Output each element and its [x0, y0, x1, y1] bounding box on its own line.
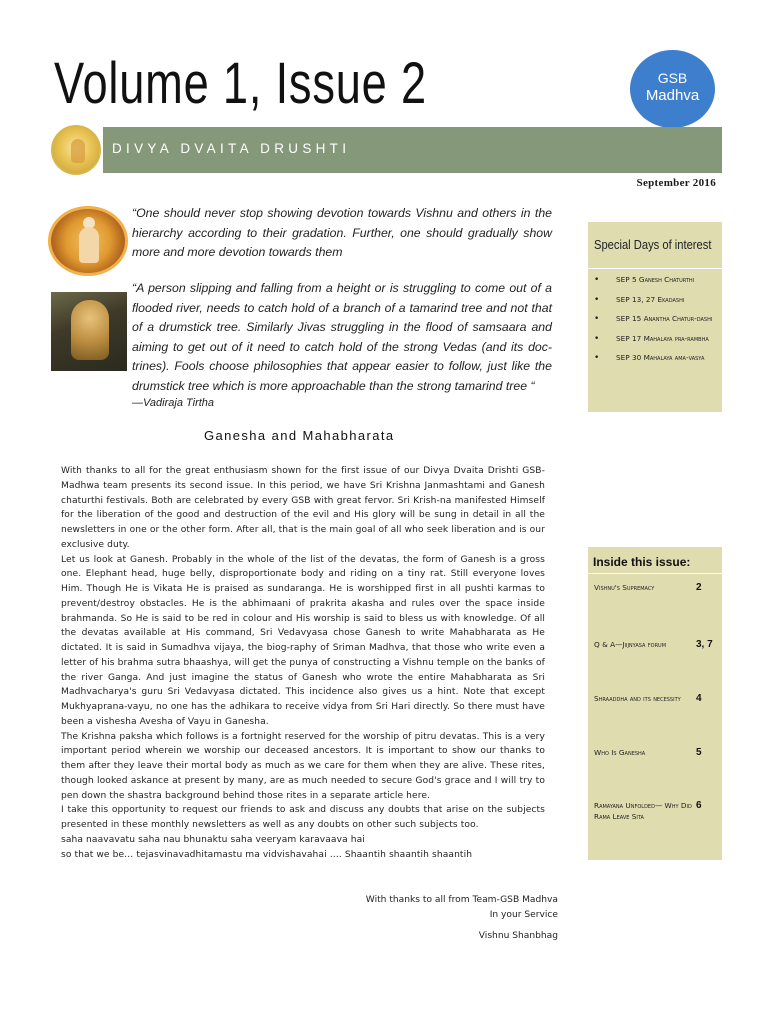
list-item: • SEP 13, 27 Ekadashi: [594, 294, 685, 305]
quote-tamarind: “A person slipping and falling from a height or is struggling to come out of a flooded river, needs to catch hold of a branch of a tamarind tree and not that of a drumstick tree. Similarly Jivas struggling in the flood of samsaara and aiming to get out of it need to catch hold of the strong Vedas (and its doc-trines). Fools choose philosophies that appear easier to follow, just like the drumstick tree which is more approachable than the strong tamarind tree “: [132, 281, 552, 393]
toc-page: 2: [696, 582, 702, 593]
list-item: • SEP 17 Mahalaya pra-rambha: [594, 333, 709, 344]
mantra-line: so that we be… tejasvinavadhitamastu ma vidvishavahai …. Shaantih shaantih shaantih: [61, 849, 473, 860]
toc-page: 6: [696, 800, 702, 811]
bullet-icon: •: [594, 353, 600, 363]
quote-devotion: “One should never stop showing devotion towards Vishnu and others in the hierarchy according to their gradation. Further, one should gradually show more and more devotion towards them: [132, 206, 552, 260]
list-item: • SEP 5 Ganesh Chaturthi: [594, 275, 695, 285]
inside-issue-sidebar: [588, 547, 722, 860]
special-days-sidebar: [588, 222, 722, 412]
article-paragraph: With thanks to all for the great enthusiasm shown for the first issue of our Divya Dvaita Drishti GSB-Madhwa team presents its second issue. In this period, we have Sri Krishna Janmashtami and Ganesh chaturthi festivals. Both are celebrated by every GSB with great fervor. Sri Krish-na manifested Himself for the liberation of the good and destruction of the evil and His glory will be sung in detail in all the newsletters in one or the other form. After all, that is the main goal of all who seek liberation and is our exclusive duty.: [61, 466, 545, 550]
bullet-icon: •: [594, 294, 600, 305]
divider: [588, 268, 722, 269]
masthead-title: DIVYA DVAITA DRUSHTI: [112, 141, 351, 156]
list-item: • SEP 15 Anantha Chatur-dashi: [594, 314, 713, 324]
toc-title: Ramayana Unfolded— Why Did Rama Leave Sita: [594, 801, 692, 821]
article-title: Ganesha and Mahabharata: [204, 428, 395, 443]
toc-page: 4: [696, 693, 702, 704]
article-paragraph: I take this opportunity to request our friends to ask and discuss any doubts that arise on the subjects presented in these monthly newsletters as well as any doubts on other such subjects too.: [61, 805, 545, 830]
toc-title: Shraaddha and its necessity: [594, 694, 681, 703]
article-paragraph: Let us look at Ganesh. Probably in the whole of the list of the devatas, the form of Ganesh is a gross one. Elephant head, huge belly, disproportionate body and riding on a tiny rat. Still everyone loves Him. Though He is Vikata He is praised as sundaranga. He is worshipped first in all pushti karmas to prevent/destroy obstacles. He is the abhimaani of prakrita akasha and rules over the space inside brahmanda. So He is said to be red in colour and His worship is said to bless us with knowledge. Of all the devatas available at His command, Sri Vedavyasa chose Ganesh to write Mahabharata as He dictated. It is said in Sumadhva vijaya, the biog-raphy of Sriman Madhva, that those who write even a letter of his brahma sutra bhaashya, will get the punya of constructing a Vishnu temple on the banks of the river Ganga. And just imagine the status of Ganesh who wrote the entire Mahabharata as Sri Madhvacharya's guru Sri Vedavyasa dictated. This incidence also gives us a hint. Note that except Mukhyaprana-vayu, no one has the adhikara to receive vidya from Sri Hari directly. So there must have been a vishesha Avesha of Vayu in Ganesha.: [61, 554, 545, 727]
toc-title: Who Is Ganesha: [594, 748, 646, 757]
toc-entry[interactable]: [594, 748, 720, 767]
signoff-service: In your Service: [489, 910, 558, 920]
list-item: • SEP 30 Mahalaya ama-vasya: [594, 353, 705, 363]
toc-title: Q & A—Jiijnyasa forum: [594, 640, 667, 649]
divider: [588, 573, 722, 574]
bullet-icon: •: [594, 275, 600, 285]
signoff-thanks: With thanks to all from Team-GSB Madhva: [365, 895, 558, 905]
special-days-list: [594, 274, 720, 372]
bullet-icon: •: [594, 333, 600, 344]
deity-emblem-icon: [51, 125, 101, 175]
masthead-banner: [103, 127, 722, 173]
toc-entry[interactable]: [594, 583, 720, 602]
logo-line-2: Madhva: [645, 87, 700, 104]
issue-date: September 2016: [636, 177, 716, 189]
gsb-madhva-logo: [630, 50, 715, 128]
inside-issue-title: Inside this issue:: [593, 555, 691, 569]
quote-attribution: —Vadiraja Tirtha: [132, 397, 215, 409]
toc-title: Vishnu's Supremacy: [594, 583, 655, 592]
madhvacharya-image: [48, 206, 128, 276]
logo-line-1: GSB: [657, 70, 688, 86]
article-body: [61, 464, 545, 862]
signoff-author: Vishnu Shanbhag: [478, 931, 558, 941]
bullet-icon: •: [594, 314, 600, 324]
toc-entry[interactable]: [594, 640, 720, 659]
volume-title: Volume 1, Issue 2: [54, 51, 427, 116]
ganesha-idol-image: [51, 292, 127, 371]
toc-entry[interactable]: [594, 694, 720, 713]
article-paragraph: The Krishna paksha which follows is a fortnight reserved for the worship of pitru devatas. This is a very important period wherein we worship our deceased ancestors. It is important to show our thanks to them after they leave their mortal body as much as we care for them when they are alive. These rites, though looked askance at present by many, are as much needed to secure God's grace and I will try to pen down the shastra background behind those rites in a separate article here.: [61, 731, 545, 801]
special-days-title: Special Days of interest: [594, 237, 712, 252]
toc-page: 5: [696, 747, 702, 758]
mantra-line: saha naavavatu saha nau bhunaktu saha veeryam karavaava hai: [61, 834, 365, 845]
toc-page: 3, 7: [696, 639, 713, 650]
toc-entry[interactable]: [594, 801, 720, 822]
